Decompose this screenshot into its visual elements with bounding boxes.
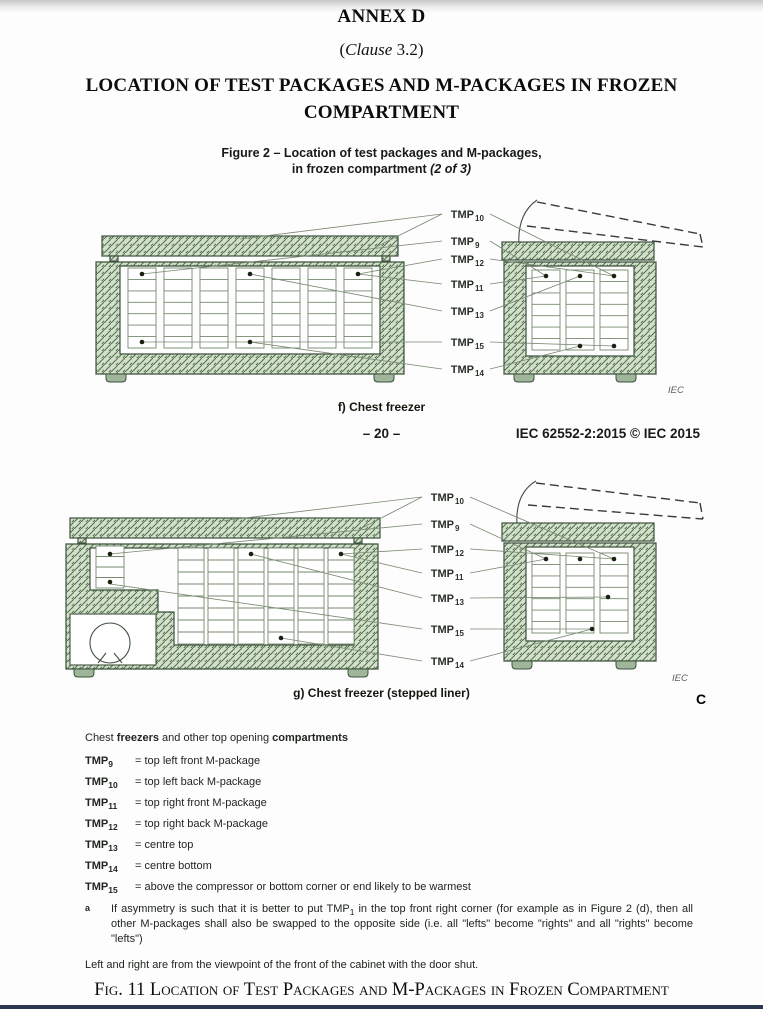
footnote-tmp-sub: 1 [349,907,355,918]
tmp-label: TMP [450,337,474,349]
clause-word: Clause [345,40,393,59]
open-lid-dashed-outline [528,483,703,519]
tmp-id-sub: 14 [108,864,118,875]
iec-credit: IEC [672,673,688,684]
legend-heading-part: and other top opening [159,732,273,744]
freezer-lid [102,236,398,256]
freezer-foot [616,374,636,382]
legend-item [85,839,695,852]
tmp-label: TMP [450,254,474,266]
legend-item [85,881,695,894]
figure-g-diagram [60,473,710,688]
tmp-id: TMP [85,797,109,809]
freezer-foot [374,374,394,382]
tmp-label-sub: 15 [455,629,464,638]
bottom-edge-bar [0,1005,763,1009]
legend-heading-part-bold: freezers [116,732,159,744]
open-lid-dashed-outline [527,202,703,247]
tmp-label: TMP [430,519,454,531]
tmp-label: TMP [450,364,474,376]
tmp-label-sub: 14 [455,661,464,670]
equals-sign: = [135,881,142,893]
tmp-label-sub: 13 [455,598,464,607]
clause-open: ( [339,40,346,59]
tmp-id-sub: 15 [108,885,118,896]
tmp-label-sub: 12 [475,259,484,268]
tmp-label: TMP [450,236,474,248]
tmp-label: TMP [430,656,454,668]
tmp-labels-column [451,209,485,378]
package-grid [532,270,628,350]
footnote-text-pre: If asymmetry is such that it is better to put TMP [111,903,350,915]
figure-2-caption-line2 [0,161,763,177]
annex-heading: ANNEX D [337,6,426,27]
equals-sign: = [135,755,142,767]
freezer-foot [512,661,532,669]
tmp-id-sub: 9 [108,759,113,770]
tmp-id: TMP [85,839,109,851]
tmp-label-sub: 12 [455,549,464,558]
tmp-label-sub: 9 [475,241,480,250]
chest-freezer-front-view [96,236,404,382]
figure-2-caption-line2-text: in frozen compartment [291,162,431,176]
footnote-text-post: in the top front right corner (for example as in Figure 2 (d), then all other M-packages shall also be swapped to the opposite side (i.e. all "lefts" become "rights" and all "rights" become "lefts") [111,903,693,945]
tmp-label-sub: 15 [475,342,484,351]
figure-2-caption [0,145,763,177]
page-number: – 20 – [362,426,401,441]
footnote-text [111,902,693,947]
tmp-label: TMP [430,593,454,605]
footnote-a [85,902,695,947]
freezer-lid [502,523,654,541]
tmp-label: TMP [450,306,474,318]
tmp-id: TMP [85,881,109,893]
iec-credit: IEC [668,385,684,396]
tmp-id: TMP [85,860,109,872]
legend-item [85,776,695,789]
legend-heading [85,732,695,745]
tmp-description: top right front M-package [144,797,267,809]
tmp-description: above the compressor or bottom corner or end likely to be warmest [144,881,471,893]
freezer-foot [616,661,636,669]
tmp-label-sub: 9 [455,524,460,533]
tmp-label: TMP [430,492,454,504]
lid-seal-left [110,256,118,261]
tmp-description: top left front M-package [144,755,261,767]
tmp-label-sub: 10 [455,497,464,506]
legend-item [85,755,695,768]
freezer-lid [502,242,654,260]
freezer-foot [106,374,126,382]
tmp-description: top right back M-package [144,818,269,830]
tmp-label-sub: 11 [455,573,464,582]
tmp-id-sub: 13 [108,843,118,854]
package-grid [532,553,628,633]
stepped-freezer-front-view [66,518,380,677]
equals-sign: = [135,818,142,830]
tmp-description: top left back M-package [144,776,262,788]
figure-g-caption: g) Chest freezer (stepped liner) [293,686,470,700]
equals-sign: = [135,839,142,851]
legend-heading-part: Chest [85,732,117,744]
tmp-label: TMP [430,568,454,580]
page-title-line1: LOCATION OF TEST PACKAGES AND M-PACKAGES IN FROZEN [85,75,678,96]
figure-2-caption-sheet-number: (2 of 3) [430,162,472,176]
footnote-marker: a [85,903,91,913]
figure-f-diagram [90,190,710,398]
figure-f-caption: f) Chest freezer [337,400,426,414]
tmp-description: centre top [144,839,194,851]
tmp-id-sub: 12 [108,822,118,833]
tmp-label-sub: 10 [475,214,484,223]
page-title [0,72,763,126]
tmp-labels-column [431,492,465,670]
tmp-id: TMP [85,776,109,788]
tmp-id-sub: 10 [108,780,118,791]
tmp-id: TMP [85,818,109,830]
stray-c-mark: C [696,691,707,707]
document-reference: IEC 62552-2:2015 © IEC 2015 [515,426,700,441]
clause-heading [0,40,763,60]
tmp-id-sub: 11 [108,801,118,812]
legend-item [85,818,695,831]
legend-item [85,797,695,810]
tmp-description: centre bottom [144,860,212,872]
package-grid [128,268,372,348]
legend-heading-part-bold: compartments [272,732,348,744]
figure-11-caption: Fig. 11 Location of Test Packages and M-Packages in Frozen Compartment [94,980,669,1000]
tmp-label-sub: 11 [475,284,484,293]
tmp-label: TMP [430,544,454,556]
page-title-line2: COMPARTMENT [303,102,460,123]
tmp-legend [85,732,695,972]
tmp-label: TMP [430,624,454,636]
freezer-foot [348,669,368,677]
figure-2-caption-line1: Figure 2 – Location of test packages and M-packages, [221,146,542,160]
tmp-label-sub: 14 [475,369,484,378]
freezer-lid [70,518,380,538]
freezer-foot [514,374,534,382]
lid-seal-right [354,538,362,543]
tmp-label: TMP [450,209,474,221]
lid-seal-left [78,538,86,543]
stepped-freezer-side-view [502,481,703,669]
clause-rest: 3.2) [392,40,424,59]
tmp-label: TMP [450,279,474,291]
tmp-label-sub: 13 [475,311,484,320]
tmp-id: TMP [85,755,109,767]
viewpoint-note: Left and right are from the viewpoint of the front of the cabinet with the door shut. [85,959,479,971]
freezer-foot [74,669,94,677]
chest-freezer-side-view [502,200,703,382]
equals-sign: = [135,860,142,872]
lid-seal-right [382,256,390,261]
equals-sign: = [135,776,142,788]
equals-sign: = [135,797,142,809]
compressor-circle [90,623,130,663]
legend-item [85,860,695,873]
